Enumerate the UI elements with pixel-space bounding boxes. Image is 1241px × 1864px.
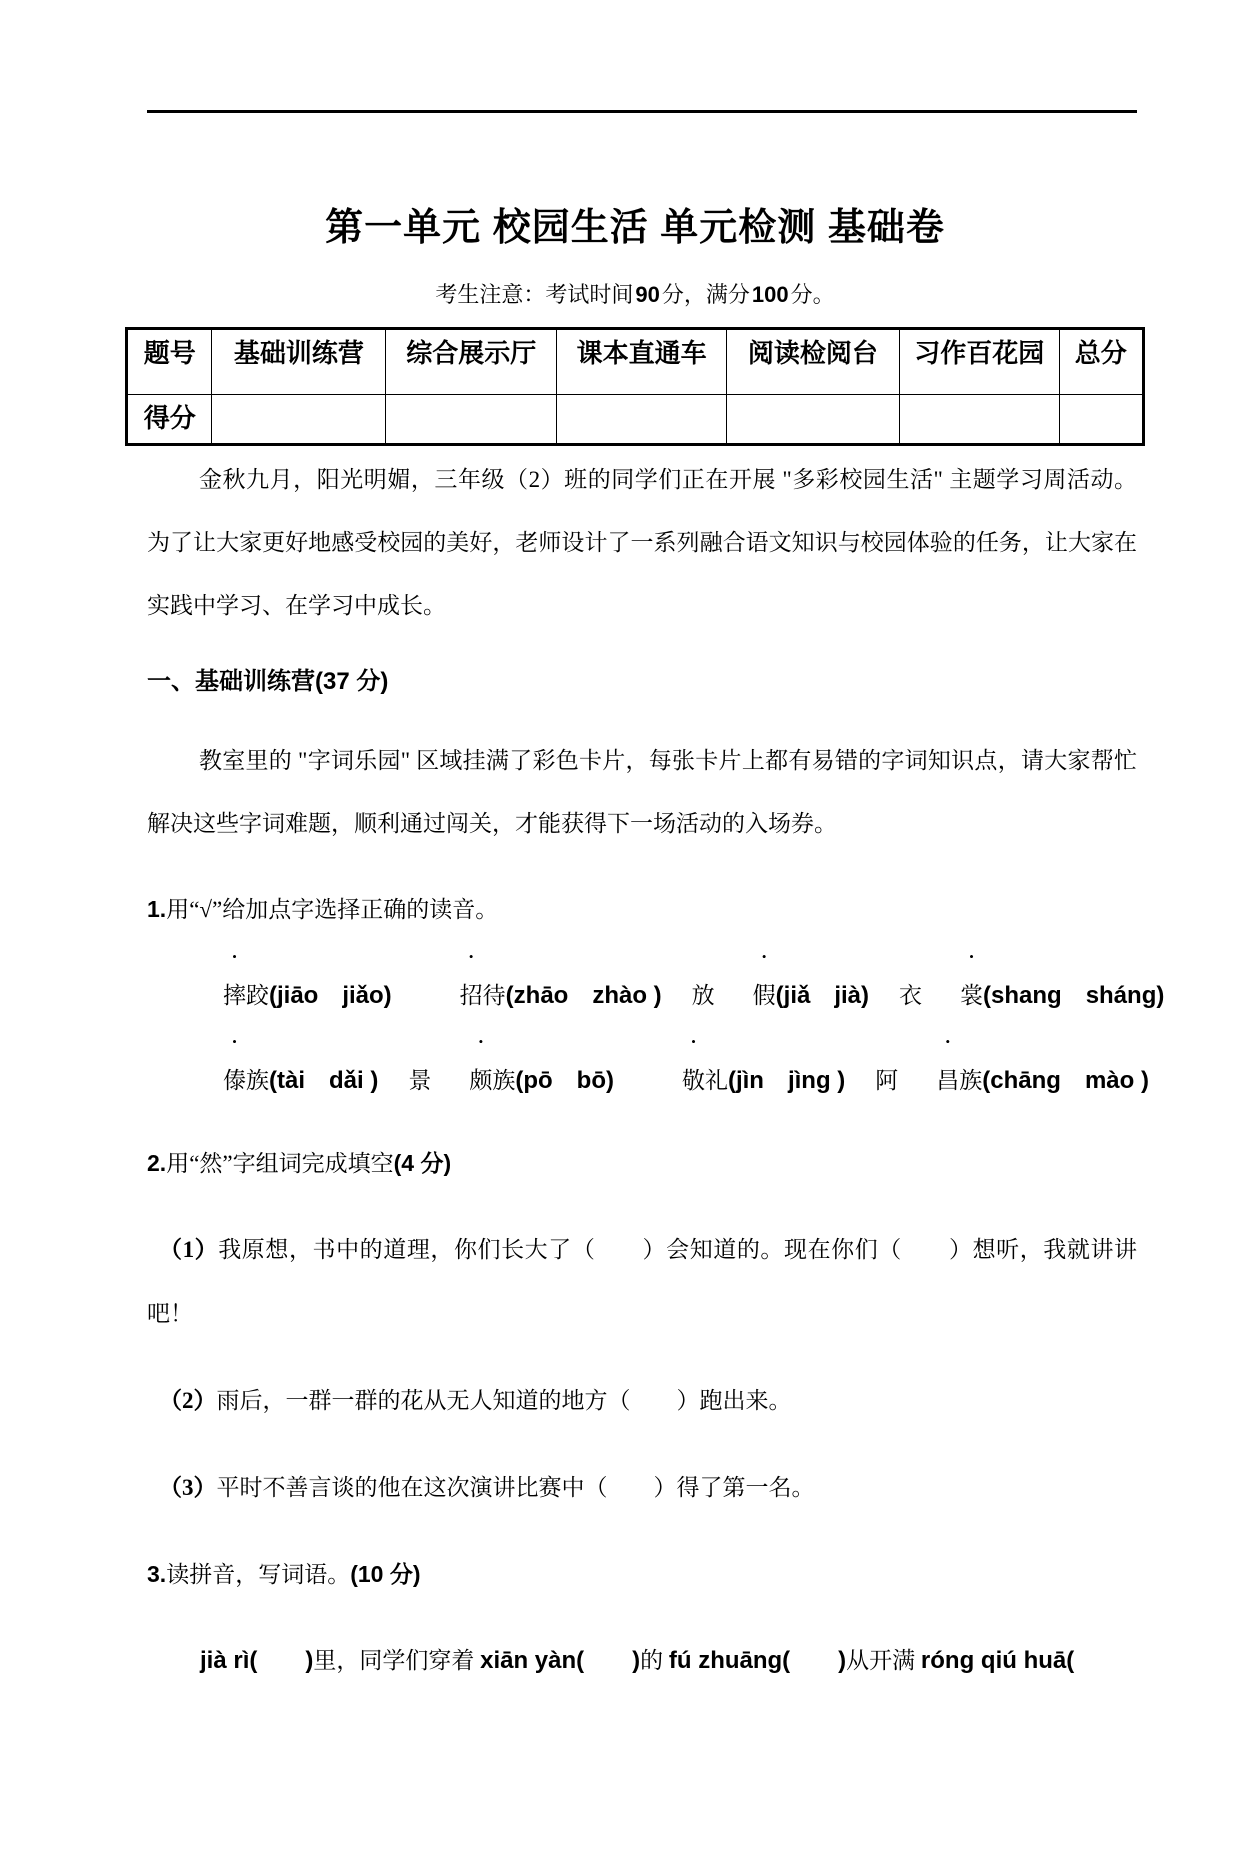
line-text: 从开满	[846, 1648, 921, 1673]
score-cell	[727, 395, 900, 445]
pinyin-options: (shang sháng)	[983, 982, 1165, 1009]
section1-heading-score: (37 分)	[315, 668, 389, 695]
intro-paragraph: 金秋九月，阳光明媚，三年级（2）班的同学们正在开展 "多彩校园生活" 主题学习周活动。为了让大家更好地感受校园的美好，老师设计了一系列融合语文知识与校园体验的任务，让大家在实践中学习、在学习中成长。	[147, 467, 1137, 618]
section1-scenario: 教室里的 "字词乐园" 区域挂满了彩色卡片，每张卡片上都有易错的字词知识点，请大家帮忙解决这些字词难题，顺利通过闯关，才能获得下一场活动的入场券。	[147, 748, 1137, 836]
score-row-label: 得分	[127, 395, 212, 445]
score-cell	[899, 395, 1059, 445]
question-2-item-2	[147, 1369, 1137, 1433]
question-2-score: (4 分)	[393, 1150, 452, 1176]
section1-heading	[147, 660, 1137, 704]
pinyin-blank: jià rì( )	[200, 1647, 314, 1674]
score-table-score-row	[127, 395, 1144, 445]
dotted-character: 颇	[469, 1068, 493, 1093]
question-3-prompt: 读拼音，写词语。	[166, 1562, 351, 1587]
score-table-header-cell: 课本直通车	[557, 329, 727, 395]
pinyin-options: (chāng mào )	[982, 1067, 1149, 1094]
question-2	[147, 1132, 1137, 1195]
question-1-prompt: 用“√”给加点字选择正确的读音。	[166, 897, 499, 922]
dotted-character: 裳	[960, 983, 984, 1008]
pinyin-blank: xiān yàn( )	[480, 1647, 641, 1674]
dotted-word: 衣 裳(shang sháng)	[899, 983, 1164, 1008]
item-number: （2）	[159, 1388, 217, 1413]
question-2-item-3	[147, 1456, 1137, 1520]
question-3	[147, 1543, 1137, 1606]
question-2-item-1	[147, 1218, 1137, 1346]
score-cell	[386, 395, 557, 445]
dotted-character: 摔	[223, 983, 246, 1008]
score-table-header-cell: 阅读检阅台	[727, 329, 900, 395]
exam-page	[0, 110, 1241, 1864]
exam-total-score: 100	[751, 282, 789, 307]
notice-text: 分，满分	[661, 282, 750, 307]
pinyin-blank: róng qiú huā(	[920, 1647, 1075, 1674]
pinyin-options: (tài dǎi )	[269, 1067, 379, 1094]
question-3-score: (10 分)	[350, 1561, 421, 1587]
item-text: 我原想，书中的道理，你们长大了（ ）会知道的。现在你们（ ）想听，我就讲讲吧！	[147, 1237, 1138, 1326]
exam-notice	[125, 280, 1145, 310]
dotted-word: 放 假(jiǎ jià)	[692, 983, 869, 1008]
score-table-header-cell: 综合展示厅	[386, 329, 557, 395]
score-table	[125, 327, 1145, 446]
score-cell	[212, 395, 386, 445]
notice-text: 考生注意：考试时间	[435, 282, 634, 307]
pinyin-options: (jiǎ jià)	[775, 982, 870, 1009]
item-number: （1）	[159, 1237, 219, 1262]
score-table-header-cell: 总分	[1059, 329, 1143, 395]
score-table-header-cell: 习作百花园	[899, 329, 1059, 395]
notice-text: 分。	[790, 282, 835, 307]
question-3-number: 3.	[147, 1561, 167, 1587]
dotted-word: 摔跤(jiāo jiǎo)	[185, 983, 392, 1008]
question-3-pinyin-line	[147, 1629, 1137, 1692]
pinyin-options: (jìn jìng )	[727, 1067, 846, 1094]
exam-duration: 90	[635, 282, 660, 307]
page-title: 第一单元 校园生活 单元检测 基础卷	[325, 207, 945, 249]
score-cell	[557, 395, 727, 445]
dotted-word: 敬礼(jìn jìng )	[644, 1068, 845, 1093]
dotted-character: 敬	[681, 1068, 705, 1093]
pinyin-options: (zhāo zhào )	[505, 982, 662, 1009]
dotted-word: 招待(zhāo zhào )	[422, 983, 662, 1008]
pinyin-options: (jiāo jiǎo)	[269, 982, 392, 1009]
line-text: 的	[640, 1648, 669, 1673]
dotted-character: 假	[752, 983, 776, 1008]
item-number: （3）	[159, 1475, 217, 1500]
question-2-number: 2.	[147, 1150, 167, 1176]
pinyin-choice-row-1	[147, 964, 1165, 1027]
item-text: 雨后，一群一群的花从无人知道的地方（ ）跑出来。	[216, 1388, 792, 1413]
item-text: 平时不善言谈的他在这次演讲比赛中（ ）得了第一名。	[216, 1475, 815, 1500]
pinyin-blank: fú zhuāng( )	[668, 1647, 847, 1674]
pinyin-choice-row-2	[147, 1049, 1149, 1112]
score-table-header-cell: 题号	[127, 329, 212, 395]
dotted-word: 阿 昌族(chāng mào )	[875, 1068, 1149, 1093]
dotted-character: 招	[459, 983, 483, 1008]
pinyin-options: (pō bō)	[515, 1067, 614, 1094]
header-rule	[147, 110, 1137, 113]
line-text: 里，同学们穿着	[313, 1648, 481, 1673]
score-table-header-row	[127, 329, 1144, 395]
exam-sheet	[0, 110, 1241, 1692]
question-1	[147, 878, 1137, 941]
dotted-character: 傣	[223, 1068, 246, 1093]
section1-heading-text: 一、基础训练营	[147, 668, 315, 695]
score-table-header-cell: 基础训练营	[212, 329, 386, 395]
dotted-word: 景 颇族(pō bō)	[408, 1068, 614, 1093]
dotted-character: 昌	[936, 1068, 960, 1093]
dotted-word: 傣族(tài dǎi )	[185, 1068, 378, 1093]
score-cell	[1059, 395, 1143, 445]
question-2-prompt: 用“然”字组词完成填空	[166, 1151, 394, 1176]
question-1-number: 1.	[147, 896, 167, 922]
